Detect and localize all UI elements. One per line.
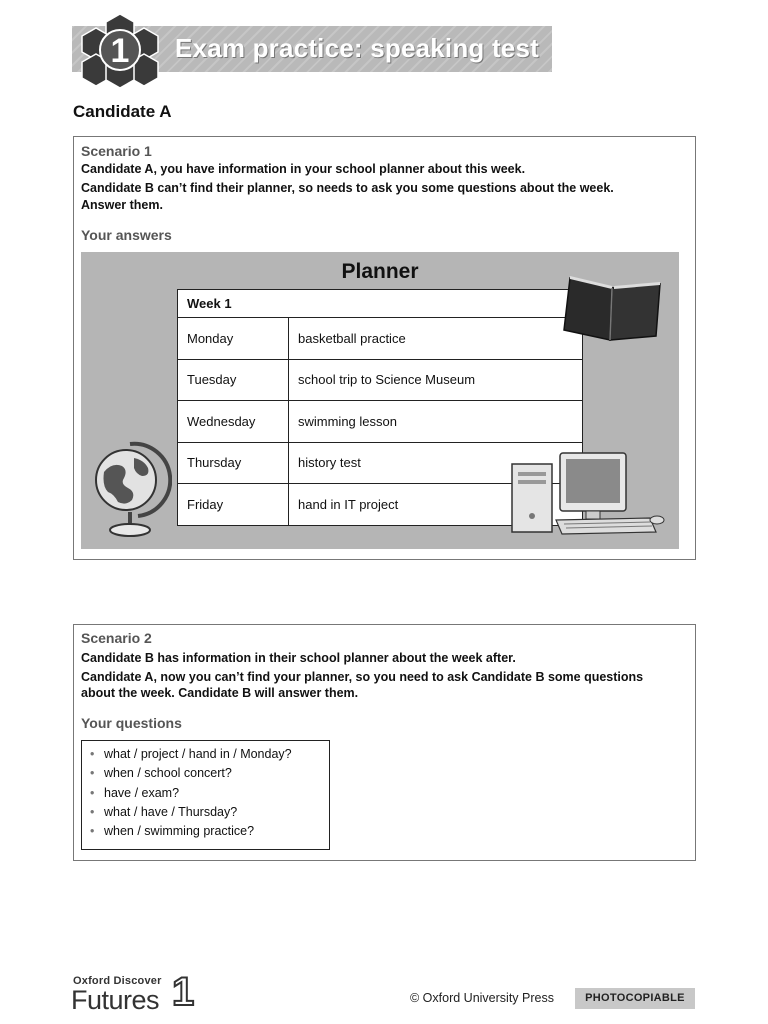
scenario-2-instruction-2: Candidate A, now you can’t find your planner, so you need to ask Candidate B some questions [81,670,644,684]
table-row [178,359,583,401]
list-item: • what / have / Thursday? [104,803,329,822]
list-item: • have / exam? [104,784,329,803]
scenario-1-instruction-2: Candidate B can’t find their planner, so needs to ask you some questions about the week. [81,181,614,195]
activity-cell: school trip to Science Museum [289,359,583,401]
day-cell: Tuesday [178,359,289,401]
week-label: Week 1 [178,290,583,318]
copyright-text: © Oxford University Press [410,991,554,1005]
globe-icon [90,436,172,540]
planner-title: Planner [341,260,419,283]
brand-logo-number: 1 [172,970,195,1014]
activity-cell: swimming lesson [289,401,583,443]
book-icon [560,274,664,346]
scenario-1-instruction-3: Answer them. [81,198,163,212]
questions-box [81,740,330,850]
scenario-1-title: Scenario 1 [81,143,152,159]
brand-logo-top: Oxford Discover [73,975,162,987]
activity-cell: history test [289,442,583,484]
your-answers-heading: Your answers [81,227,172,243]
scenario-2-instruction-1: Candidate B has information in their school planner about the week after. [81,651,516,665]
table-row [178,401,583,443]
day-cell: Monday [178,318,289,360]
photocopiable-badge: PHOTOCOPIABLE [575,988,695,1009]
your-questions-heading: Your questions [81,715,182,731]
list-item: • what / project / hand in / Monday? [104,745,329,764]
day-cell: Friday [178,484,289,526]
page-title: Exam practice: speaking test [175,33,539,63]
activity-cell: hand in IT project [289,484,583,526]
scenario-1-instruction-1: Candidate A, you have information in your school planner about this week. [81,162,526,176]
questions-list [82,745,329,841]
scenario-2-title: Scenario 2 [81,630,152,646]
computer-icon [510,450,670,538]
day-cell: Wednesday [178,401,289,443]
unit-number: 1 [110,32,130,70]
activity-cell: basketball practice [289,318,583,360]
brand-logo-main: Futures [71,985,160,1015]
scenario-2-instruction-3: about the week. Candidate B will answer them. [81,686,359,700]
day-cell: Thursday [178,442,289,484]
table-row [178,318,583,360]
list-item: • when / swimming practice? [104,822,329,841]
candidate-heading: Candidate A [73,102,172,121]
unit-badge [76,12,164,88]
list-item: • when / school concert? [104,764,329,783]
